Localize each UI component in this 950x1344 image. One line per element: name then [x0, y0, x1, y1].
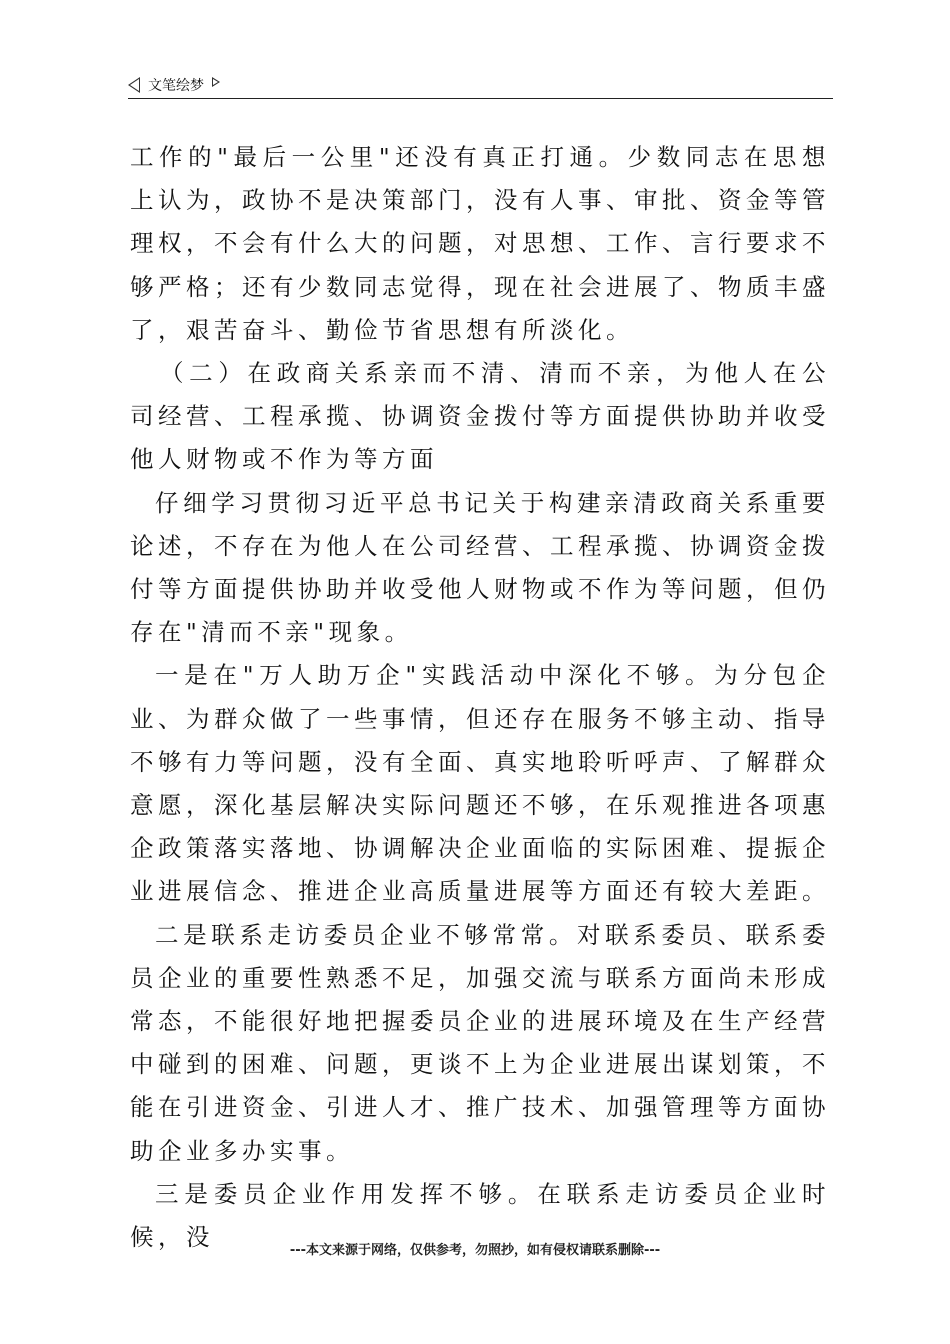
section-heading: （二）在政商关系亲而不清、清而不亲，为他人在公司经营、工程承揽、协调资金拨付等方面提供协助并收受他人财物或不作为等方面: [130, 359, 830, 474]
triangle-left-icon: [128, 77, 140, 93]
paragraph-5: 三是委员企业作用发挥不够。在联系走访委员企业时候，没: [130, 1179, 830, 1252]
header-title: 文笔绘梦: [148, 78, 204, 94]
triangle-right-icon: [212, 77, 220, 87]
document-body: [130, 136, 830, 1259]
paragraph-2: 仔细学习贯彻习近平总书记关于构建亲清政商关系重要论述，不存在为他人在公司经营、工程承揽、协调资金拨付等方面提供协助并收受他人财物或不作为等问题，但仍存在"清而不亲"现象。: [130, 488, 830, 647]
page-header: [128, 72, 833, 99]
paragraph-3: 一是在"万人助万企"实践活动中深化不够。为分包企业、为群众做了一些事情，但还存在服务不够主动、指导不够有力等问题，没有全面、真实地聆听呼声、了解群众意愿，深化基层解决实际问题还不够，在乐观推进各项惠企政策落实落地、协调解决企业面临的实际困难、提振企业进展信念、推进企业高质量进展等方面还有较大差距。: [130, 661, 830, 906]
paragraph-4: 二是联系走访委员企业不够常常。对联系委员、联系委员企业的重要性熟悉不足，加强交流与联系方面尚未形成常态，不能很好地把握委员企业的进展环境及在生产经营中碰到的困难、问题，更谈不上为企业进展出谋划策，不能在引进资金、引进人才、推广技术、加强管理等方面协助企业多办实事。: [130, 920, 830, 1165]
paragraph-1: 工作的"最后一公里"还没有真正打通。少数同志在思想上认为，政协不是决策部门，没有人事、审批、资金等管理权，不会有什么大的问题，对思想、工作、言行要求不够严格；还有少数同志觉得，现在社会进展了、物质丰盛了，艰苦奋斗、勤俭节省思想有所淡化。: [130, 143, 830, 344]
footer-note: ---本文来源于网络，仅供参考，勿照抄，如有侵权请联系删除---: [289, 1243, 661, 1258]
